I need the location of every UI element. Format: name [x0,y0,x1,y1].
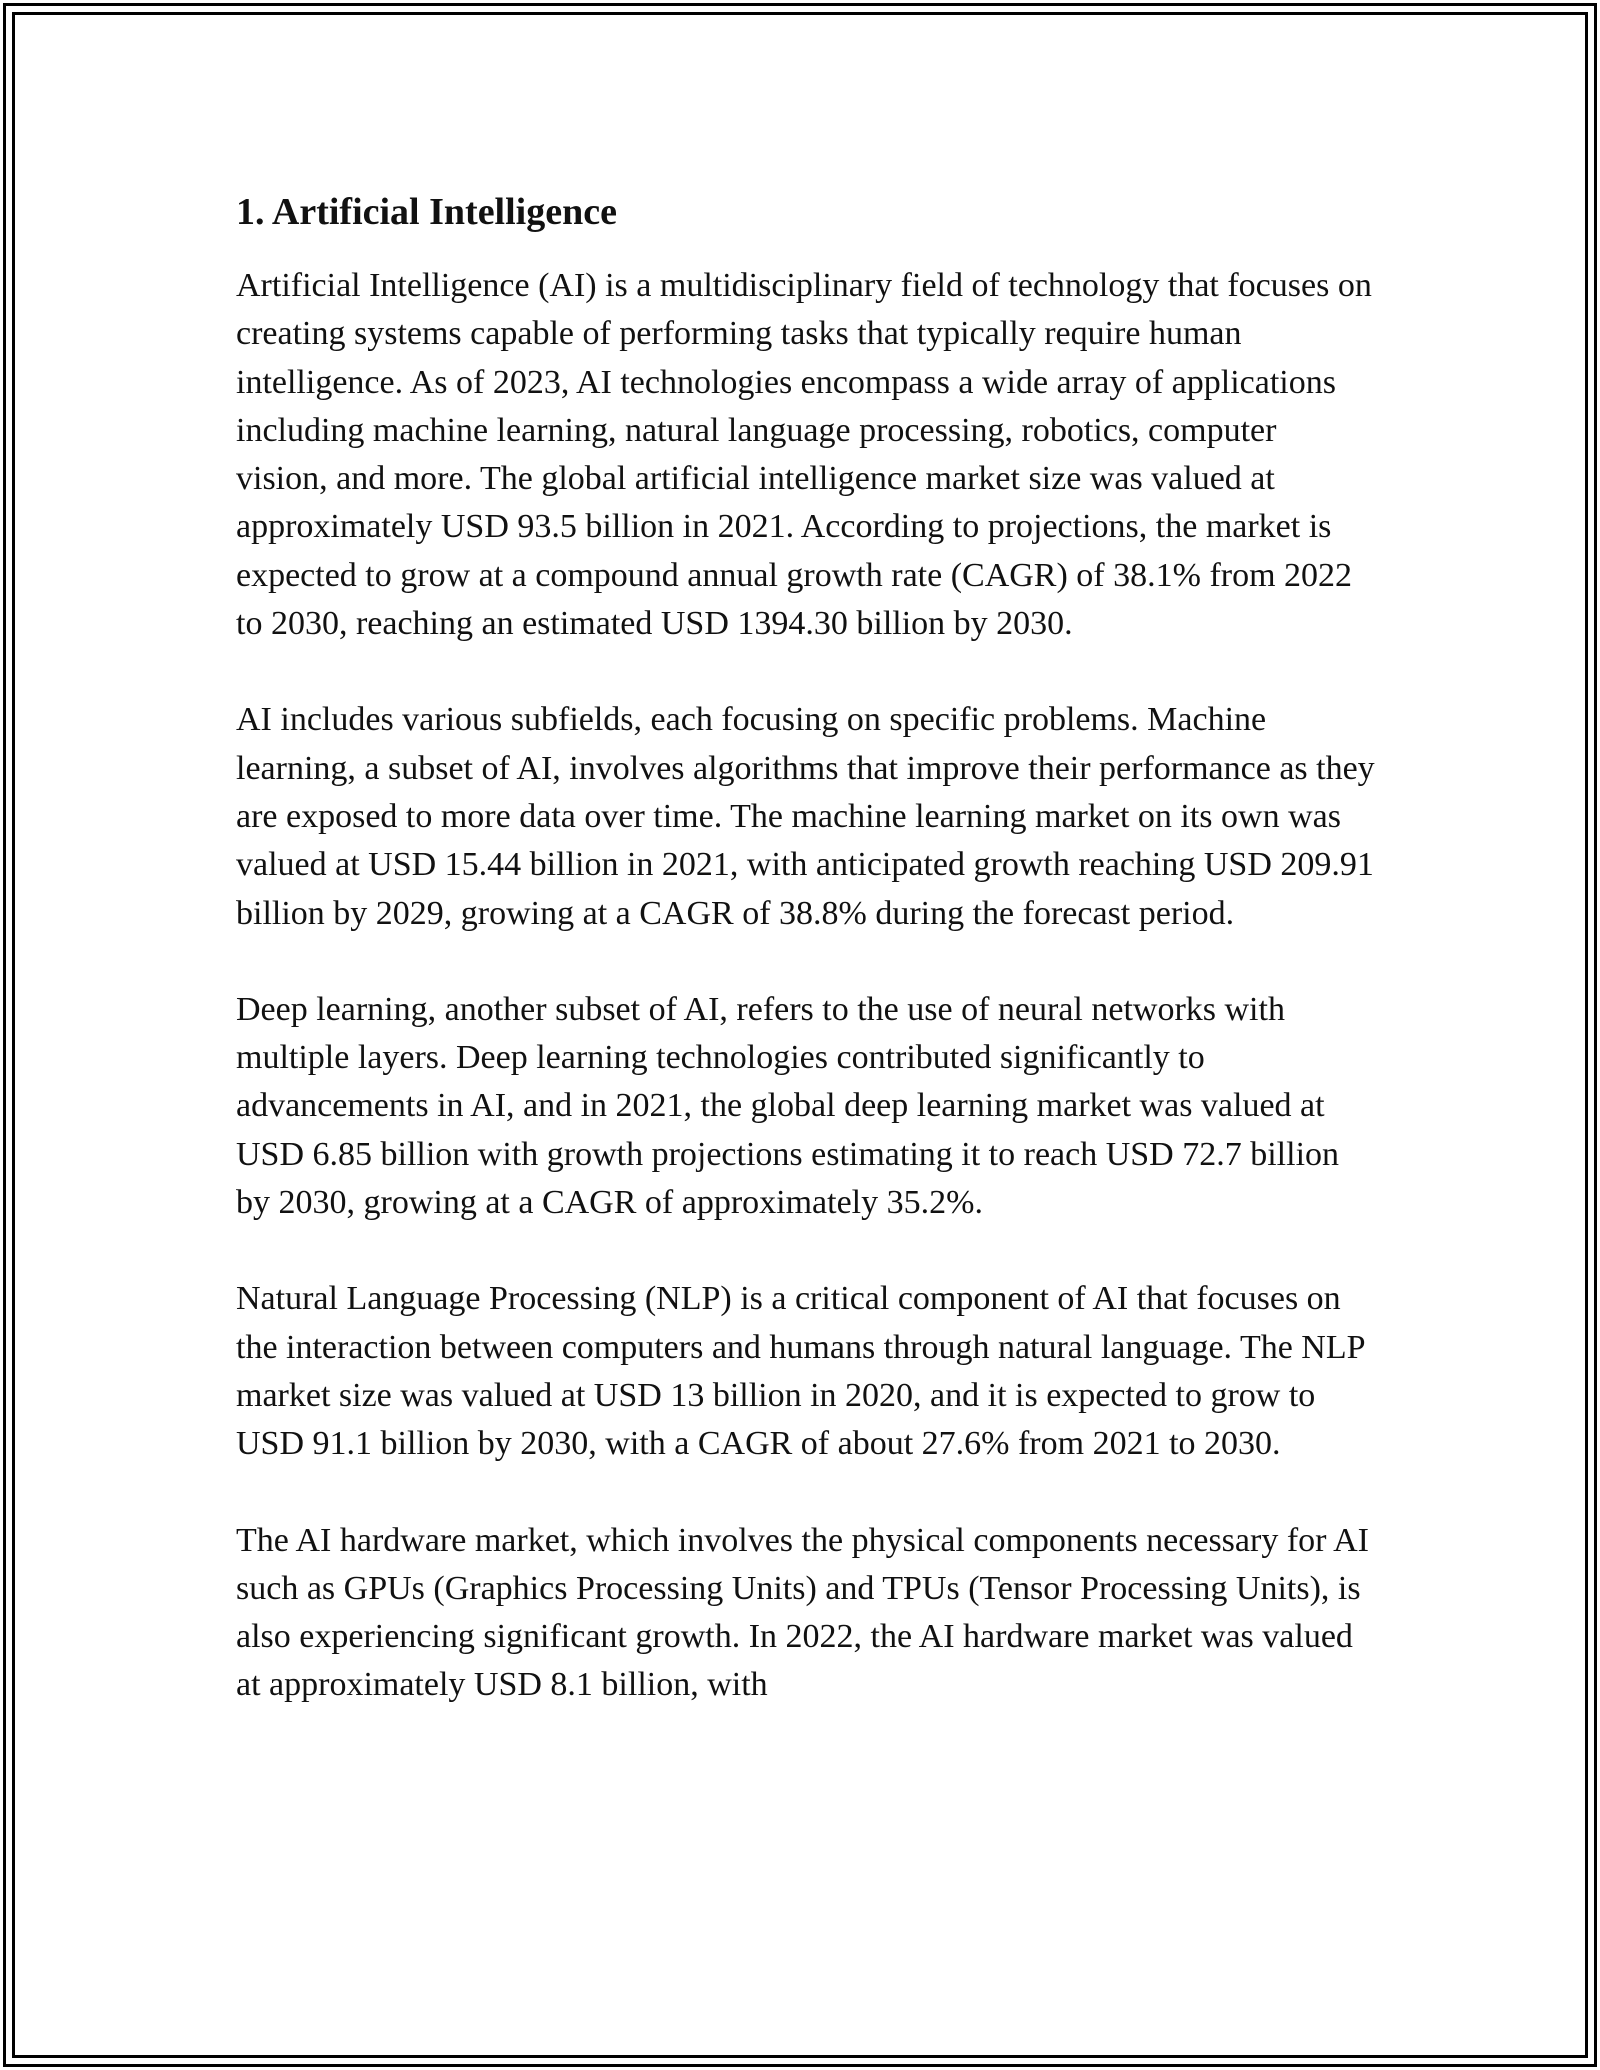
paragraph-nlp: Natural Language Processing (NLP) is a critical component of AI that focuses on the interaction between computers and humans through natural language. The NLP market size was valued at USD 13 billion in 2020, and it is expected to grow to USD 91.1 billion by 2030, with a CAGR of about 27.6% from 2021 to 2030. [236,1280,1365,1463]
section-heading: 1. Artificial Intelligence [236,191,617,233]
paragraph-deep-learning: Deep learning, another subset of AI, refers to the use of neural networks with multiple layers. Deep learning technologies contributed significantly to advancements in AI, and in 2021, the global deep learning market was valued at USD 6.85 billion with growth projections estimating it to reach USD 72.7 billion by 2030, growing at a CAGR of approximately 35.2%. [236,990,1340,1222]
paragraph-ai-hardware: The AI hardware market, which involves the physical components necessary for AI such as GPUs (Graphics Processing Units) and TPUs (Tensor Processing Units), is also experiencing significant growth. In 2022, the AI hardware market was valued at approximately USD 8.1 billion, with [236,1521,1369,1704]
document-body [236,186,1376,1758]
paragraph-machine-learning: AI includes various subfields, each focusing on specific problems. Machine learning, a subset of AI, involves algorithms that improve their performance as they are exposed to more data over time. The machine learning market on its own was valued at USD 15.44 billion in 2021, with anticipated growth reaching USD 209.91 billion by 2029, growing at a CAGR of 38.8% during the forecast period. [236,701,1375,932]
paragraph-ai-overview: Artificial Intelligence (AI) is a multidisciplinary field of technology that focuses on creating systems capable of performing tasks that typically require human intelligence. As of 2023, AI technologies encompass a wide array of applications including machine learning, natural language processing, robotics, computer vision, and more. The global artificial intelligence market size was valued at approximately USD 93.5 billion in 2021. According to projections, the market is expected to grow at a compound annual growth rate (CAGR) of 38.1% from 2022 to 2030, reaching an estimated USD 1394.30 billion by 2030. [236,267,1372,643]
